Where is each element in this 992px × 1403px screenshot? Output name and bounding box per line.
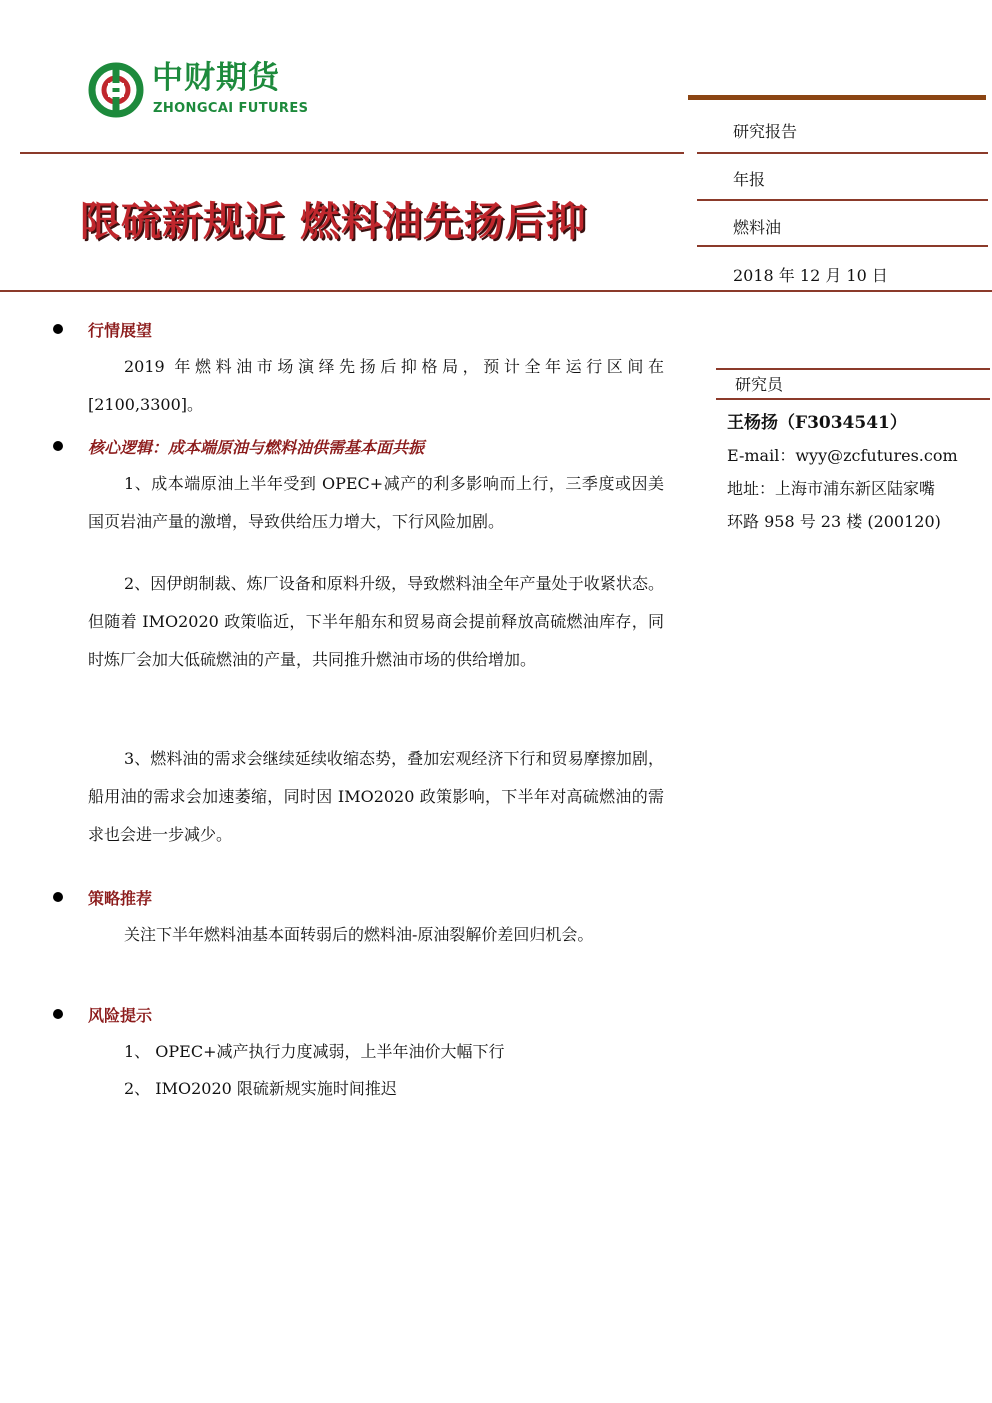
researcher-label: 研究员	[735, 375, 784, 394]
header-rule-thick	[688, 95, 986, 100]
report-type: 研究报告	[733, 122, 798, 141]
logic-paragraph-1: 1、成本端原油上半年受到 OPEC+减产的利多影响而上行，三季度或因美国页岩油产量的激增，导致供给压力增大，下行风险加剧。	[88, 474, 664, 531]
risk-item-2: 2、 IMO2020 限硫新规实施时间推迟	[124, 1079, 397, 1098]
section-heading-risk: 风险提示	[88, 1006, 153, 1025]
researcher-address-line1: 地址：上海市浦东新区陆家嘴	[727, 479, 936, 498]
researcher-rule-bottom	[716, 398, 990, 400]
section-heading-outlook: 行情展望	[88, 321, 153, 340]
logic-paragraph-2: 2、因伊朗制裁、炼厂设备和原料升级，导致燃料油全年产量处于收紧状态。但随着 IMO2020 政策临近，下半年船东和贸易商会提前释放高硫燃油库存，同时炼厂会加大低硫燃油的产量，共同推升燃油市场的供给增加。	[88, 574, 664, 669]
zhongcai-logo-icon	[88, 62, 144, 118]
logic-paragraph-3: 3、燃料油的需求会继续延续收缩态势，叠加宏观经济下行和贸易摩擦加剧，船用油的需求会加速萎缩，同时因 IMO2020 政策影响，下半年对高硫燃油的需求也会进一步减少。	[88, 749, 664, 844]
logo-name-en: ZHONGCAI FUTURES	[153, 101, 309, 116]
risk-item-1: 1、 OPEC+减产执行力度减弱，上半年油价大幅下行	[124, 1042, 505, 1061]
researcher-address-line2: 环路 958 号 23 楼 (200120)	[727, 512, 941, 531]
meta-rule-2	[697, 199, 988, 201]
bullet-outlook	[53, 324, 63, 334]
meta-rule-3	[697, 245, 988, 247]
researcher-email[interactable]: E-mail：wyy@zcfutures.com	[727, 446, 958, 465]
header-rule-bottom	[0, 290, 992, 292]
report-commodity: 燃料油	[733, 218, 782, 237]
researcher-rule-top	[716, 368, 990, 370]
bullet-strategy	[53, 892, 63, 902]
strategy-paragraph: 关注下半年燃料油基本面转弱后的燃料油-原油裂解价差回归机会。	[124, 925, 594, 944]
researcher-name: 王杨扬（F3034541）	[727, 413, 907, 433]
report-period: 年报	[733, 170, 766, 189]
report-date: 2018 年 12 月 10 日	[733, 266, 888, 285]
bullet-logic	[53, 441, 63, 451]
meta-rule-1	[697, 152, 988, 154]
bullet-risk	[53, 1009, 63, 1019]
header-rule-left	[20, 152, 684, 154]
section-heading-logic: 核心逻辑：成本端原油与燃料油供需基本面共振	[88, 438, 425, 457]
outlook-paragraph: 2019 年燃料油市场演绎先扬后抑格局，预计全年运行区间在[2100,3300]。	[88, 357, 664, 414]
logo-name-cn: 中财期货	[152, 60, 280, 96]
section-heading-strategy: 策略推荐	[88, 889, 153, 908]
report-title: 限硫新规近 燃料油先扬后抑	[80, 199, 587, 245]
